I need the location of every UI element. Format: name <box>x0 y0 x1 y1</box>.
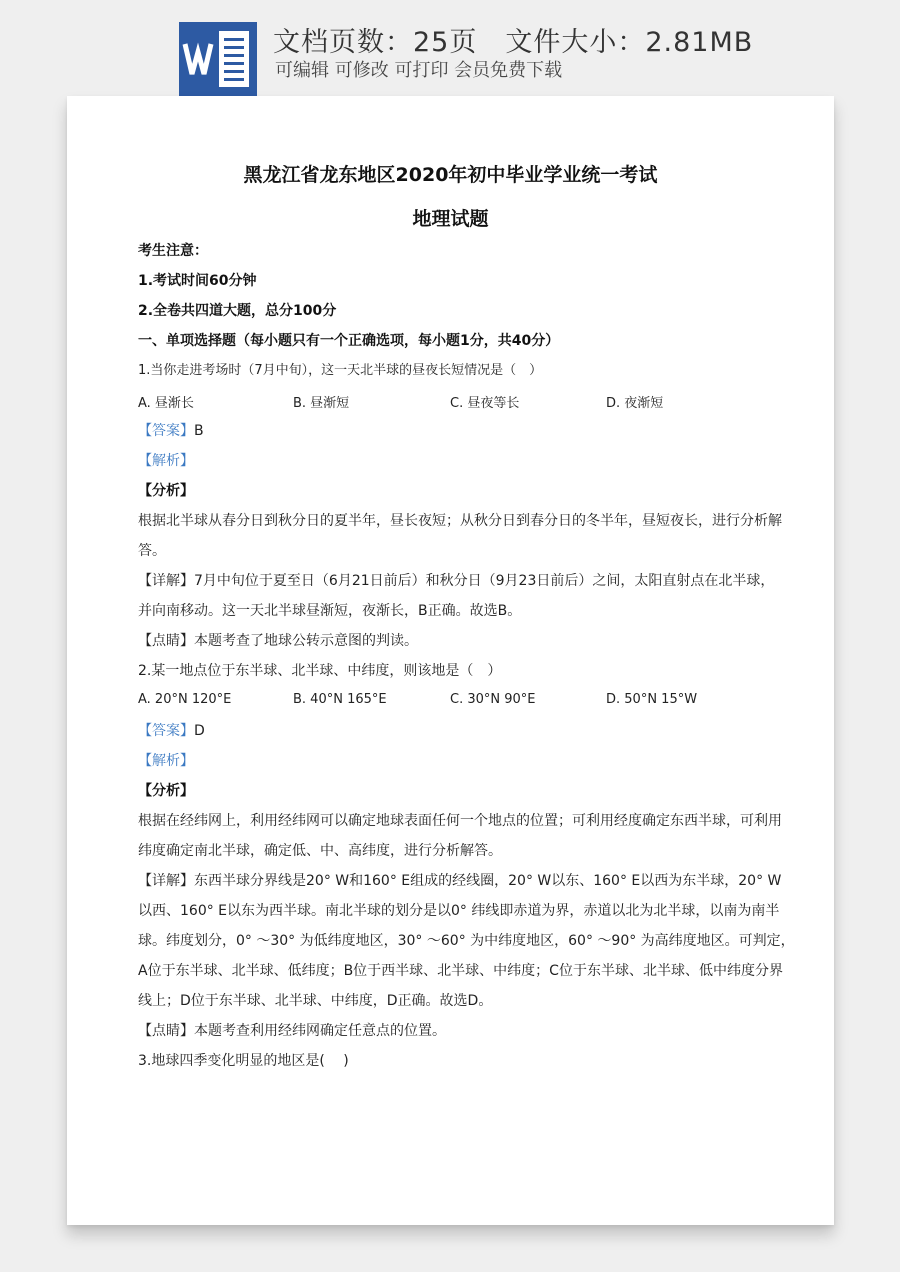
question-1-fenxi-heading: 【分析】 <box>138 483 194 499</box>
exam-title: 黑龙江省龙东地区2020年初中毕业学业统一考试 <box>243 164 658 186</box>
question-1-stem: 1.当你走进考场时（7月中旬），这一天北半球的昼夜长短情况是（ ） <box>138 363 543 378</box>
question-1-jiexi: 【解析】 <box>138 453 194 469</box>
question-1-xiangjie-line-2: 并向南移动。这一天北半球昼渐短，夜渐长，B正确。故选B。 <box>138 603 522 619</box>
notice-item-1: 1.考试时间60分钟 <box>138 273 257 289</box>
question-1-fenxi-line-2: 答。 <box>138 543 166 559</box>
question-2-xiangjie-line-2: 以西、160° E以东为西半球。南北半球的划分是以0° 纬线即赤道为界，赤道以北为北半球，以南为南半 <box>138 903 780 919</box>
question-2-option-d: D. 50°N 15°W <box>606 692 698 707</box>
question-1-answer <box>138 422 204 440</box>
exam-subtitle: 地理试题 <box>412 208 489 230</box>
question-2-xiangjie-line-3: 球。纬度划分，0° ～30° 为低纬度地区，30° ～60° 为中纬度地区，60° ～90° 为高纬度地区。可判定， <box>138 933 795 949</box>
question-2-xiangjie-line-1: 【详解】东西半球分界线是20° W和160° E组成的经线圈，20° W以东、160° E以西为东半球，20° W <box>138 873 782 889</box>
question-1-dianjing: 【点睛】本题考查了地球公转示意图的判读。 <box>138 633 418 649</box>
question-1-fenxi-line-1: 根据北半球从春分日到秋分日的夏半年，昼长夜短；从秋分日到春分日的冬半年，昼短夜长，进行分析解 <box>138 513 782 529</box>
question-1-option-a: A. 昼渐长 <box>138 396 194 411</box>
question-2-answer <box>138 722 205 740</box>
question-1-option-d: D. 夜渐短 <box>606 396 664 411</box>
document-meta-subtitle: 可编辑 可修改 可打印 会员免费下载 <box>275 60 563 81</box>
question-2-jiexi: 【解析】 <box>138 753 194 769</box>
notice-item-2: 2.全卷共四道大题，总分100分 <box>138 303 337 319</box>
notice-heading: 考生注意： <box>138 243 208 259</box>
document-meta-title: 文档页数：25页 文件大小：2.81MB <box>273 27 754 58</box>
question-2-fenxi-line-1: 根据在经纬网上，利用经纬网可以确定地球表面任何一个地点的位置；可利用经度确定东西半球，可利用 <box>138 813 782 829</box>
answer-tag: 【答案】 <box>138 423 194 439</box>
question-2-fenxi-heading: 【分析】 <box>138 783 194 799</box>
question-2-fenxi-line-2: 纬度确定南北半球，确定低、中、高纬度，进行分析解答。 <box>138 843 502 859</box>
question-2-option-c: C. 30°N 90°E <box>450 692 536 707</box>
section-heading: 一、单项选择题（每小题只有一个正确选项，每小题1分，共40分） <box>138 333 560 349</box>
question-1-option-c: C. 昼夜等长 <box>450 396 520 411</box>
answer-value: D <box>194 723 205 739</box>
question-2-stem: 2.某一地点位于东半球、北半球、中纬度，则该地是（ ） <box>138 663 502 679</box>
answer-value: B <box>194 423 204 439</box>
document-info-header <box>0 0 900 100</box>
question-2-dianjing: 【点睛】本题考查利用经纬网确定任意点的位置。 <box>138 1023 446 1039</box>
question-1-xiangjie-line-1: 【详解】7月中旬位于夏至日（6月21日前后）和秋分日（9月23日前后）之间，太阳直射点在北半球， <box>138 573 775 589</box>
answer-tag: 【答案】 <box>138 723 194 739</box>
word-document-icon <box>179 22 257 96</box>
question-2-option-a: A. 20°N 120°E <box>138 692 232 707</box>
question-2-option-b: B. 40°N 165°E <box>293 692 387 707</box>
question-3-stem: 3.地球四季变化明显的地区是( ) <box>138 1053 349 1069</box>
question-2-xiangjie-line-4: A位于东半球、北半球、低纬度；B位于西半球、北半球、中纬度；C位于东半球、北半球、低中纬度分界 <box>138 963 783 979</box>
document-page <box>67 96 834 1225</box>
question-1-option-b: B. 昼渐短 <box>293 396 350 411</box>
question-2-xiangjie-line-5: 线上；D位于东半球、北半球、中纬度，D正确。故选D。 <box>138 993 493 1009</box>
